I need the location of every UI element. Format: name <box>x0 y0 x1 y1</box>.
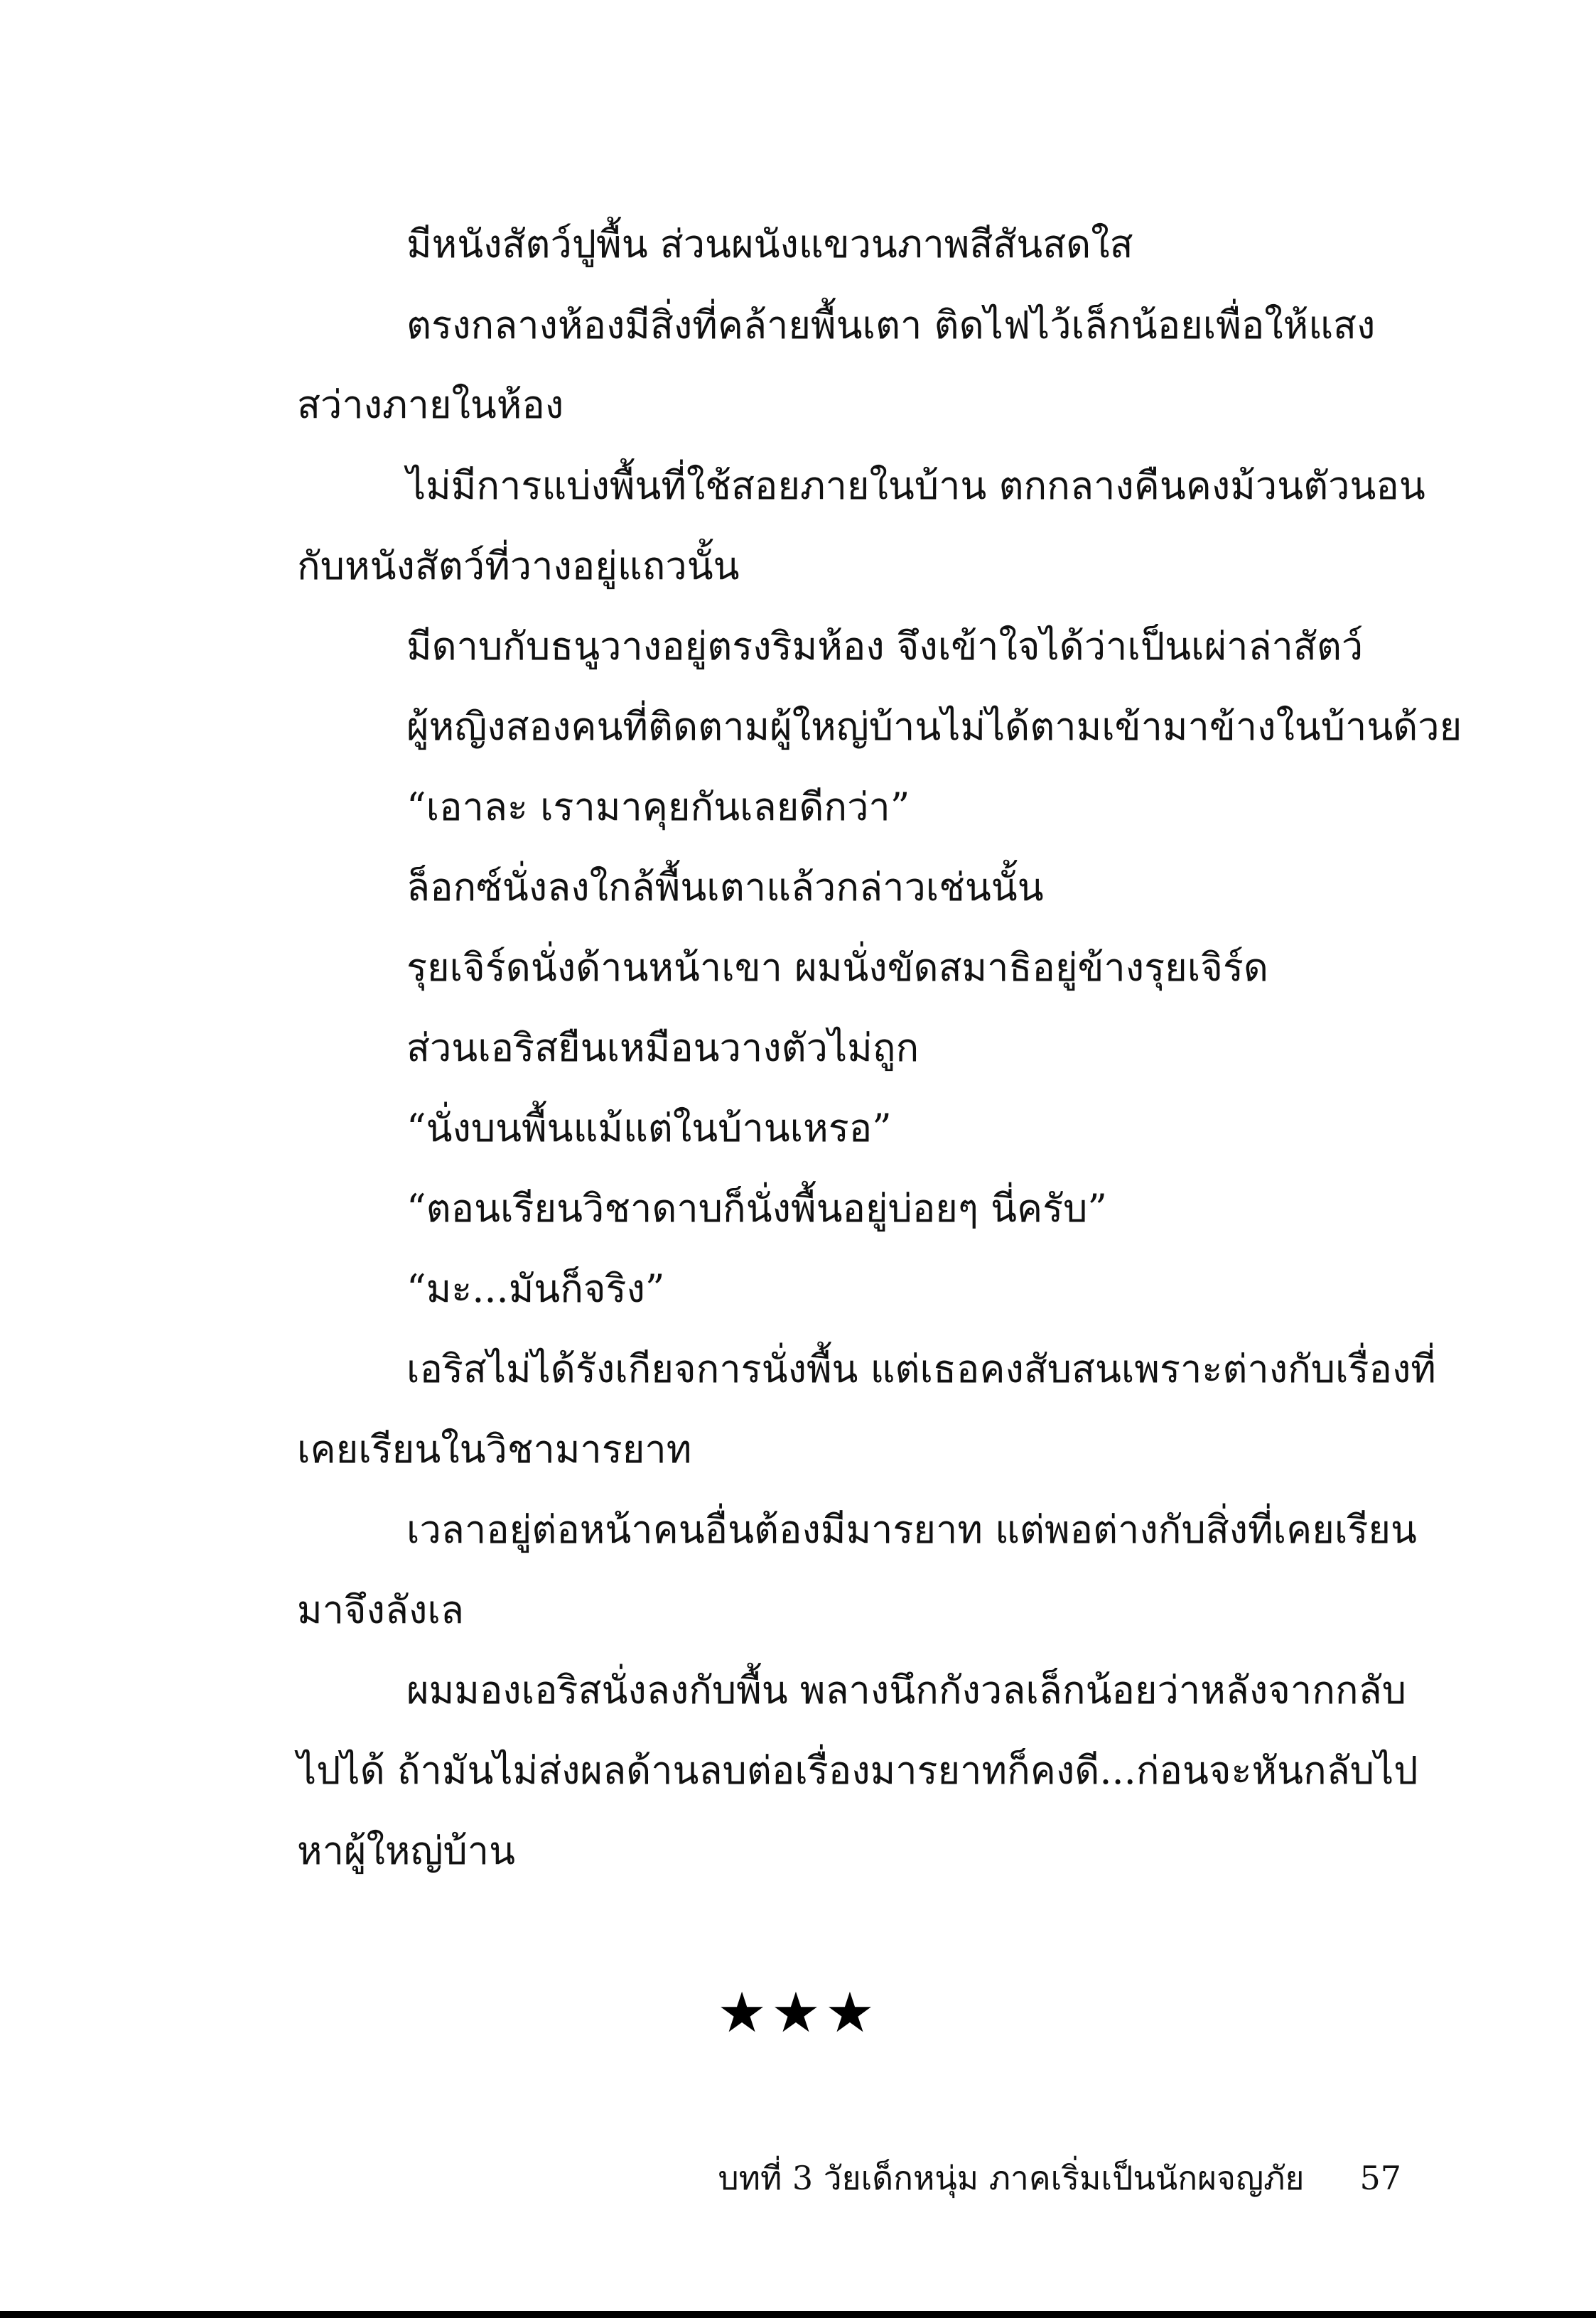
body-line: “นั่งบนพื้นแม้แต่ในบ้านเหรอ” <box>406 1106 892 1150</box>
body-line: ผมมองเอริสนั่งลงกับพื้น พลางนึกกังวลเล็กน้อยว่าหลังจากกลับ <box>406 1668 1406 1713</box>
bottom-edge-divider <box>0 2311 1596 2318</box>
body-line: “ตอนเรียนวิชาดาบก็นั่งพื้นอยู่บ่อยๆ นี่ครับ” <box>406 1186 1108 1231</box>
body-line: ไปได้ ถ้ามันไม่ส่งผลด้านลบต่อเรื่องมารยาทก็คงดี...ก่อนจะหันกลับไป <box>297 1748 1418 1793</box>
body-line: กับหนังสัตว์ที่วางอยู่แถวนั้น <box>297 544 740 588</box>
body-line: หาผู้ใหญ่บ้าน <box>297 1828 516 1873</box>
body-line: สว่างภายในห้อง <box>297 382 564 427</box>
section-break-stars: ★★★ <box>717 1981 879 2045</box>
body-line: ล็อกซ์นั่งลงใกล้พื้นเตาแล้วกล่าวเช่นนั้น <box>406 865 1044 910</box>
body-line: “มะ...มันก็จริง” <box>406 1266 665 1311</box>
page-number: 57 <box>1359 2159 1401 2197</box>
body-line: ตรงกลางห้องมีสิ่งที่คล้ายพื้นเตา ติดไฟไว้เล็กน้อยเพื่อให้แสง <box>406 303 1376 347</box>
body-line: ไม่มีการแบ่งพื้นที่ใช้สอยภายในบ้าน ตกกลางคืนคงม้วนตัวนอน <box>406 463 1425 508</box>
body-line: มีดาบกับธนูวางอยู่ตรงริมห้อง จึงเข้าใจได้ว่าเป็นเผ่าล่าสัตว์ <box>406 624 1364 669</box>
body-line: เอริสไม่ได้รังเกียจการนั่งพื้น แต่เธอคงสับสนเพราะต่างกับเรื่องที่ <box>406 1347 1436 1391</box>
body-line: มาจึงลังเล <box>297 1587 464 1632</box>
body-line: มีหนังสัตว์ปูพื้น ส่วนผนังแขวนภาพสีสันสดใส <box>406 222 1133 266</box>
chapter-title: บทที่ 3 วัยเด็กหนุ่ม ภาคเริ่มเป็นนักผจญภัย <box>718 2159 1305 2197</box>
body-line: เคยเรียนในวิชามารยาท <box>297 1427 692 1472</box>
body-line: เวลาอยู่ต่อหน้าคนอื่นต้องมีมารยาท แต่พอต่างกับสิ่งที่เคยเรียน <box>406 1507 1417 1552</box>
body-line: “เอาละ เรามาคุยกันเลยดีกว่า” <box>406 785 910 829</box>
running-footer <box>718 2153 1401 2203</box>
body-line: รุยเจิร์ดนั่งด้านหน้าเขา ผมนั่งขัดสมาธิอยู่ข้างรุยเจิร์ด <box>406 945 1268 990</box>
body-line: ผู้หญิงสองคนที่ติดตามผู้ใหญ่บ้านไม่ได้ตามเข้ามาข้างในบ้านด้วย <box>406 704 1462 749</box>
body-line: ส่วนเอริสยืนเหมือนวางตัวไม่ถูก <box>406 1025 920 1070</box>
